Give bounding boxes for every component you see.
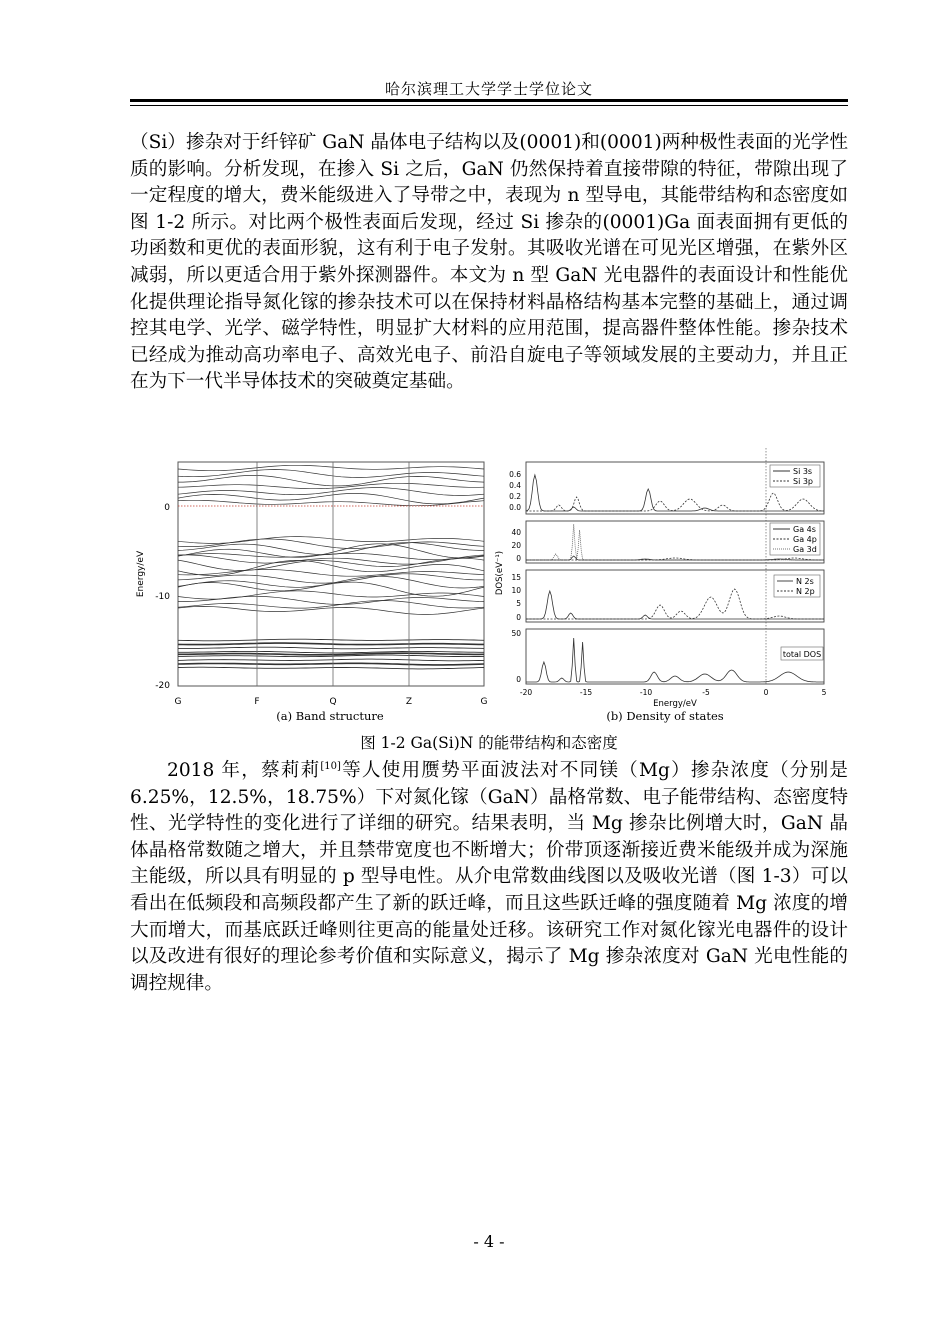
band-line	[178, 639, 484, 641]
band-line	[178, 606, 484, 614]
band-ytick-0: 0	[164, 503, 170, 513]
band-lines	[178, 465, 484, 669]
header-rule-thick	[130, 99, 848, 102]
band-xtick-Q: Q	[329, 697, 337, 707]
running-header: 哈尔滨理工大学学士学位论文	[384, 80, 593, 98]
band-line	[178, 596, 484, 604]
band-line	[178, 500, 484, 505]
dos-total	[526, 638, 824, 682]
dos-ytick: 5	[516, 599, 521, 608]
header-rule-thin	[130, 105, 848, 106]
band-line	[178, 465, 484, 470]
figure-svg	[130, 440, 848, 730]
band-frame	[178, 462, 484, 686]
dos-ytick: 0	[516, 554, 521, 563]
band-line	[178, 475, 484, 486]
band-xtick-G2: G	[480, 697, 488, 707]
dos-xtick: -10	[639, 688, 653, 697]
band-ytick-m20: -20	[155, 681, 170, 691]
paragraph-2-start: 2018 年，蔡莉莉	[167, 760, 321, 781]
legend-ga-3d: Ga 3d	[793, 545, 817, 554]
dos-xtick: -15	[579, 688, 593, 697]
dos-ytick: 0.4	[509, 481, 521, 490]
band-line	[178, 659, 484, 661]
paragraph-2-rest: 等人使用赝势平面波法对不同镁（Mg）掺杂浓度（分别是 6.25%，12.5%，18.75%）下对氮化镓（GaN）晶格常数、电子能带结构、态密度特性、光学特性的变化进行了详细的研究。结果表明，当 Mg 掺杂比例增大时，GaN 晶体晶格常数随之增大，并且禁带宽度也不断增大；价带顶逐渐接近费米能级并成为深施主能级，所以具有明显的 p 型导电性。从介电常数曲线图以及吸收光谱（图 1-3）可以看出在低频段和高频段都产生了新的跃迁峰，而且这些跃迁峰的强度随着 Mg 浓度的增大而增大，而基底跃迁峰则往更高的能量处迁移。该研究工作对氮化镓光电器件的设计以及改进有很好的理论参考价值和实际意义，揭示了 Mg 掺杂浓度对 GaN 光电性能的调控规律。	[130, 760, 848, 994]
figure-1-2	[130, 440, 848, 730]
dos-ytick: 15	[511, 573, 521, 582]
band-line	[178, 663, 484, 665]
dos-ytick: 0.0	[509, 503, 521, 512]
dos-ylabel: DOS(eV⁻¹)	[495, 550, 505, 596]
dos-sublabel: (b) Density of states	[606, 709, 724, 723]
band-ytick-m10: -10	[155, 592, 170, 602]
band-line	[178, 488, 484, 496]
dos-xlabel: Energy/eV	[653, 699, 697, 709]
legend-total-dos: total DOS	[782, 650, 822, 659]
figure-caption: 图 1-2 Ga(Si)N 的能带结构和态密度	[360, 734, 618, 752]
band-line	[178, 653, 484, 655]
dos-ytick: 0	[516, 675, 521, 684]
band-sublabel: (a) Band structure	[276, 709, 384, 723]
citation-ref: [10]	[320, 760, 341, 772]
band-ylabel: Energy/eV	[136, 550, 146, 598]
band-line	[178, 643, 484, 645]
dos-xtick: -20	[519, 688, 533, 697]
dos-xtick: -5	[702, 688, 710, 697]
dos-si-3p	[526, 493, 824, 511]
band-line	[178, 560, 484, 575]
legend-si-3p: Si 3p	[793, 477, 814, 486]
legend-si-3s: Si 3s	[793, 467, 813, 476]
band-line	[178, 570, 484, 577]
page-number: - 4 -	[473, 1232, 505, 1251]
legend-n-2s: N 2s	[796, 577, 814, 586]
dos-ytick: 20	[511, 541, 521, 550]
dos-ytick: 50	[511, 629, 521, 638]
band-line	[178, 651, 484, 653]
legend-ga-4p: Ga 4p	[793, 535, 817, 544]
dos-xtick: 0	[763, 688, 769, 697]
legend-ga-4s: Ga 4s	[793, 525, 816, 534]
band-line	[178, 667, 484, 669]
band-line	[178, 576, 484, 588]
band-xtick-F: F	[254, 697, 260, 707]
band-line	[178, 647, 484, 649]
legend-n-2p: N 2p	[796, 587, 815, 596]
band-xtick-G1: G	[174, 697, 182, 707]
paragraph-2	[130, 758, 848, 997]
paragraph-1: （Si）掺杂对于纤锌矿 GaN 晶体电子结构以及(0001)和(0001)两种极性表面的光学性质的影响。分析发现，在掺入 Si 之后，GaN 仍然保持着直接带隙的特征，带隙出现了一定程度的增大，费米能级进入了导带之中，表现为 n 型导电，其能带结构和态密度如图 1-2 所示。对比两个极性表面后发现，经过 Si 掺杂的(0001)Ga 面表面拥有更低的功函数和更优的表面形貌，这有利于电子发射。其吸收光谱在可见光区增强，在紫外区减弱，所以更适合用于紫外探测器件。本文为 n 型 GaN 光电器件的表面设计和性能优化提供理论指导氮化镓的掺杂技术可以在保持材料晶格结构基本完整的基础上，通过调控其电学、光学、磁学特性，明显扩大材料的应用范围，提高器件整体性能。掺杂技术已经成为推动高功率电子、高效光电子、前沿自旋电子等领域发展的主要动力，并且正在为下一代半导体技术的突破奠定基础。	[130, 132, 848, 393]
band-line	[178, 493, 484, 504]
dos-xtick: 5	[821, 688, 827, 697]
dos-panel	[495, 448, 827, 723]
band-structure-panel	[136, 462, 488, 723]
dos-ytick: 10	[511, 586, 521, 595]
dos-ytick: 0.6	[509, 470, 521, 479]
dos-ytick: 40	[511, 528, 521, 537]
dos-ytick: 0.2	[509, 492, 521, 501]
band-line	[178, 539, 484, 549]
band-line	[178, 582, 484, 596]
band-xtick-Z: Z	[405, 697, 413, 707]
dos-ytick: 0	[516, 613, 521, 622]
